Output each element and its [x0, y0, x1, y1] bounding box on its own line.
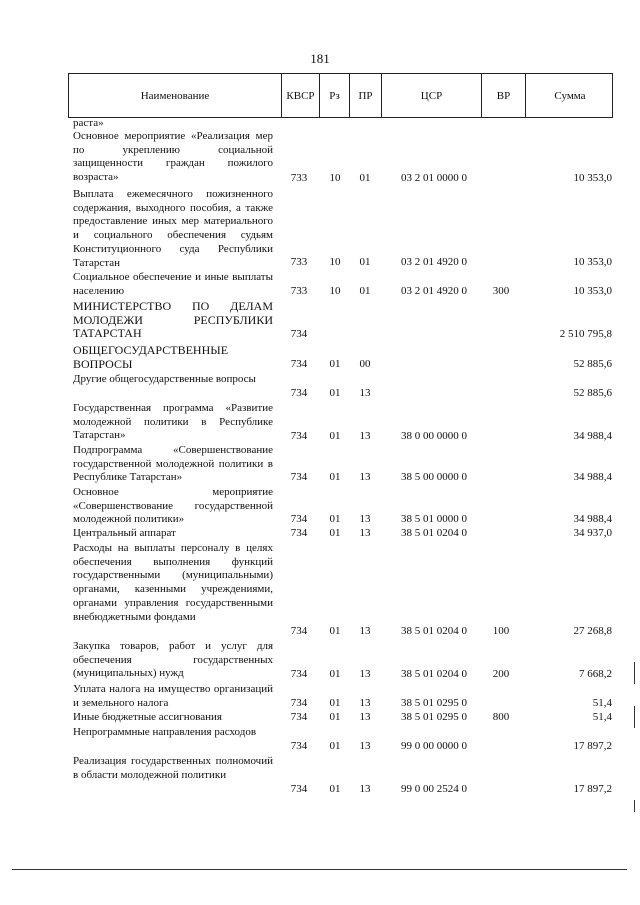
row-kvsr: 734 — [290, 668, 308, 681]
row-csr: 38 5 00 0000 0 — [401, 471, 467, 484]
row-sum: 27 268,8 — [573, 625, 612, 638]
row-sum: 34 988,4 — [573, 471, 612, 484]
table-row — [0, 300, 640, 342]
row-pr: 13 — [359, 740, 371, 753]
table-row — [0, 726, 640, 754]
row-vr: 800 — [492, 711, 510, 724]
row-rz: 01 — [329, 697, 341, 710]
row-rz: 10 — [329, 256, 341, 269]
row-pr: 01 — [359, 285, 371, 298]
row-sum: 52 885,6 — [573, 358, 612, 371]
row-csr: 38 5 01 0204 0 — [401, 668, 467, 681]
row-name: Другие общегосударственные вопросы — [73, 373, 256, 385]
row-name: Основное мероприятие «Реализация мер по укреплению социальной защищенности граждан пожилого возраста» — [73, 130, 273, 184]
row-rz: 01 — [329, 358, 341, 371]
table-row — [0, 188, 640, 270]
row-name: Основное мероприятие «Совершенствование государственной молодежной политики» — [73, 486, 273, 526]
row-name: Расходы на выплаты персоналу в целях обеспечения выполнения функций государственными (муниципальными) органами, казенными учреждениями, органами управления государственными внебюджетными фондами — [73, 542, 273, 623]
row-name: Подпрограмма «Совершенствование государственной молодежной политики в Республике Татарстан» — [73, 444, 273, 484]
row-csr: 03 2 01 4920 0 — [401, 285, 467, 298]
header-pr: ПР — [349, 74, 381, 117]
row-rz: 01 — [329, 668, 341, 681]
row-pr: 13 — [359, 471, 371, 484]
row-sum: 17 897,2 — [573, 740, 612, 753]
row-name: раста» — [73, 117, 104, 129]
row-sum: 34 937,0 — [573, 527, 612, 540]
row-csr: 38 0 00 0000 0 — [401, 430, 467, 443]
row-rz: 01 — [329, 471, 341, 484]
row-name: Закупка товаров, работ и услуг для обеспечения государственных (муниципальных) нужд — [73, 640, 273, 680]
row-name: Выплата ежемесячного пожизненного содержания, выходного пособия, а также предоставление иных мер материального и социального обеспечения судьям Конституционного суда Республики Татарстан — [73, 188, 273, 269]
table-row — [0, 373, 640, 401]
row-kvsr: 734 — [290, 430, 308, 443]
row-sum: 34 988,4 — [573, 513, 612, 526]
row-rz: 01 — [329, 387, 341, 400]
row-pr: 13 — [359, 625, 371, 638]
row-pr: 13 — [359, 527, 371, 540]
row-rz: 01 — [329, 711, 341, 724]
row-rz: 01 — [329, 513, 341, 526]
row-kvsr: 734 — [290, 328, 308, 341]
scan-edge-mark — [634, 662, 635, 684]
row-rz: 01 — [329, 783, 341, 796]
row-pr: 00 — [359, 358, 371, 371]
row-kvsr: 734 — [290, 358, 308, 371]
header-name: Наименование — [140, 89, 210, 102]
table-row — [0, 755, 640, 797]
row-kvsr: 734 — [290, 711, 308, 724]
row-csr: 38 5 01 0204 0 — [401, 625, 467, 638]
table-row — [0, 527, 640, 541]
row-vr: 100 — [492, 625, 510, 638]
header-kvsr: КВСР — [281, 74, 319, 117]
row-kvsr: 734 — [290, 783, 308, 796]
table-row — [0, 117, 640, 131]
scan-edge-mark — [634, 800, 635, 812]
table-row — [0, 271, 640, 299]
row-pr: 01 — [359, 256, 371, 269]
header-vr: ВР — [481, 74, 525, 117]
row-rz: 01 — [329, 430, 341, 443]
bottom-rule — [12, 869, 627, 870]
row-name: Социальное обеспечение и иные выплаты населению — [73, 271, 273, 297]
row-name: ОБЩЕГОСУДАРСТВЕННЫЕ ВОПРОСЫ — [73, 343, 229, 371]
row-csr: 38 5 01 0000 0 — [401, 513, 467, 526]
row-pr: 13 — [359, 668, 371, 681]
row-name: Центральный аппарат — [73, 527, 176, 539]
table-row — [0, 640, 640, 682]
row-name: Непрограммные направления расходов — [73, 726, 257, 738]
table-row — [0, 486, 640, 527]
row-csr: 99 0 00 2524 0 — [401, 783, 467, 796]
row-sum: 51,4 — [592, 697, 612, 710]
row-csr: 99 0 00 0000 0 — [401, 740, 467, 753]
row-sum: 51,4 — [592, 711, 612, 724]
scan-edge-mark — [634, 706, 635, 728]
table-row — [0, 683, 640, 711]
row-pr: 13 — [359, 697, 371, 710]
row-csr: 03 2 01 4920 0 — [401, 256, 467, 269]
row-name: Государственная программа «Развитие молодежной политики в Республике Татарстан» — [73, 402, 273, 442]
row-kvsr: 734 — [290, 471, 308, 484]
table-row — [0, 444, 640, 485]
row-pr: 13 — [359, 711, 371, 724]
row-sum: 10 353,0 — [573, 172, 612, 185]
row-rz: 10 — [329, 285, 341, 298]
row-csr: 38 5 01 0204 0 — [401, 527, 467, 540]
row-vr: 300 — [492, 285, 510, 298]
row-kvsr: 734 — [290, 625, 308, 638]
row-pr: 13 — [359, 430, 371, 443]
row-csr: 03 2 01 0000 0 — [401, 172, 467, 185]
row-pr: 13 — [359, 783, 371, 796]
row-rz: 01 — [329, 625, 341, 638]
row-name: МИНИСТЕРСТВО ПО ДЕЛАМ МОЛОДЕЖИ РЕСПУБЛИКИ ТАТАРСТАН — [73, 299, 273, 341]
row-name: Уплата налога на имущество организаций и земельного налога — [73, 683, 273, 709]
header-rz: Рз — [319, 74, 349, 117]
row-rz: 01 — [329, 740, 341, 753]
page-number: 181 — [310, 51, 330, 66]
row-kvsr: 734 — [290, 513, 308, 526]
row-name: Иные бюджетные ассигнования — [73, 711, 222, 723]
row-csr: 38 5 01 0295 0 — [401, 697, 467, 710]
row-pr: 13 — [359, 387, 371, 400]
row-kvsr: 734 — [290, 387, 308, 400]
table-row — [0, 344, 640, 372]
row-rz: 01 — [329, 527, 341, 540]
row-name: Реализация государственных полномочий в области молодежной политики — [73, 755, 273, 781]
row-rz: 10 — [329, 172, 341, 185]
table-row — [0, 711, 640, 725]
row-sum: 17 897,2 — [573, 783, 612, 796]
row-sum: 2 510 795,8 — [559, 328, 612, 341]
row-pr: 01 — [359, 172, 371, 185]
row-vr: 200 — [492, 668, 510, 681]
row-sum: 7 668,2 — [579, 668, 612, 681]
row-sum: 34 988,4 — [573, 430, 612, 443]
table-row — [0, 402, 640, 444]
row-kvsr: 734 — [290, 697, 308, 710]
table-row — [0, 130, 640, 186]
row-kvsr: 733 — [290, 256, 308, 269]
row-sum: 10 353,0 — [573, 256, 612, 269]
header-sum: Сумма — [525, 74, 614, 117]
row-pr: 13 — [359, 513, 371, 526]
header-csr: ЦСР — [381, 74, 481, 117]
row-kvsr: 733 — [290, 172, 308, 185]
row-kvsr: 733 — [290, 285, 308, 298]
row-sum: 52 885,6 — [573, 387, 612, 400]
row-kvsr: 734 — [290, 527, 308, 540]
row-sum: 10 353,0 — [573, 285, 612, 298]
table-row — [0, 542, 640, 639]
row-csr: 38 5 01 0295 0 — [401, 711, 467, 724]
row-kvsr: 734 — [290, 740, 308, 753]
